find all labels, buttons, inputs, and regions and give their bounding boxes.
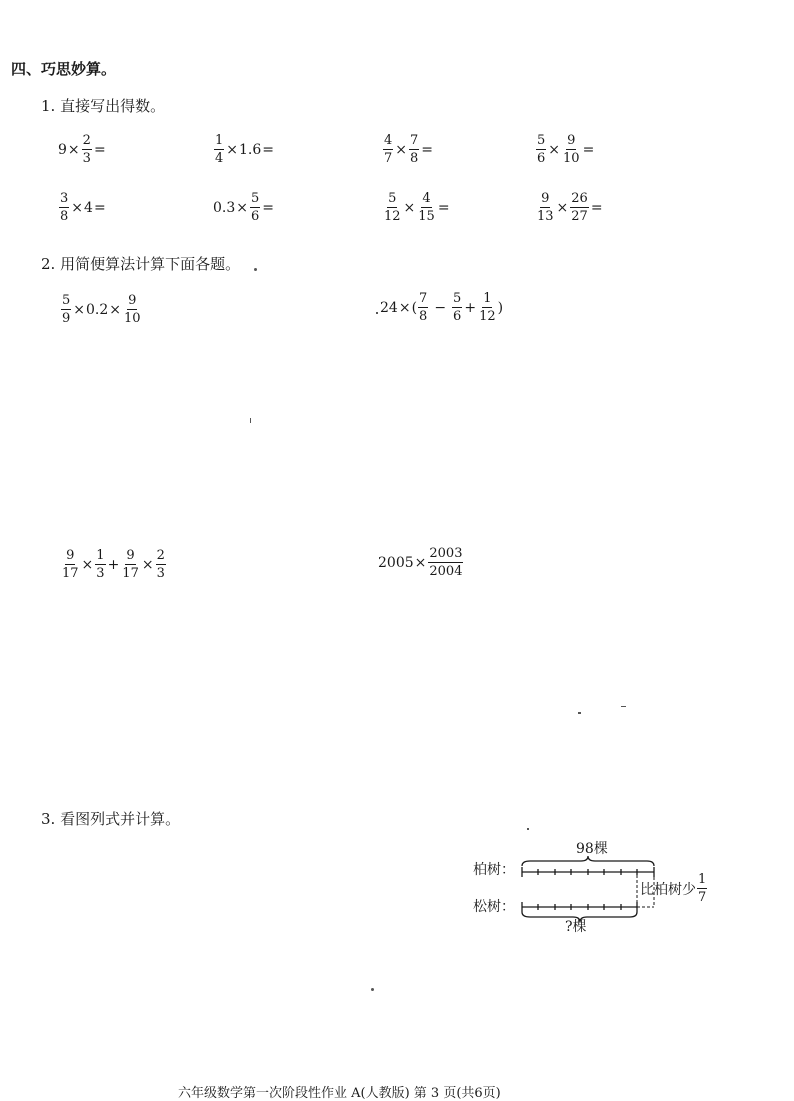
q1-item-8 [535,192,604,223]
fraction: $\frac{1}{7}$ [698,872,707,905]
equals-sign: = [262,141,275,158]
scan-speck [578,712,581,714]
section-title: 四、巧思妙算。 [11,60,117,78]
times-sign: × [109,301,122,318]
q1-title: 1. 直接写出得数。 [41,97,166,115]
equals-sign: = [93,141,106,158]
times-sign: × [236,199,248,216]
scan-speck [250,418,251,423]
scan-speck [254,268,257,271]
times-sign: × [226,141,239,158]
q1-item-7 [382,192,451,223]
q1-item-5 [58,192,107,223]
fraction: $\frac{1}{4}$ [215,133,224,166]
left-paren: ( [411,299,418,316]
number: 1.6 [239,141,262,158]
fraction: $\frac{3}{8}$ [60,191,69,224]
fraction: $\frac{2}{3}$ [156,548,165,581]
times-sign: × [395,141,408,158]
bottom-value-label: ?棵 [565,919,587,935]
right-paren: ) [497,299,504,316]
number: 0.2 [86,301,109,318]
equals-sign: = [590,199,603,216]
fraction: $\frac{9}{17}$ [62,548,79,581]
fraction: $\frac{9}{17}$ [122,548,139,581]
q2-problem-1 [60,294,143,325]
times-sign: × [71,199,84,216]
number: 2005 [378,554,414,571]
equals-sign: = [421,141,434,158]
page-footer: 六年级数学第一次阶段性作业 A(人教版) 第 3 页(共6页) [178,1086,501,1101]
fraction: $\frac{5}{6}$ [251,191,260,224]
times-sign: × [403,199,416,216]
fraction: $\frac{9}{10}$ [124,293,141,326]
fraction: $\frac{2003}{2004}$ [429,546,463,579]
fraction: $\frac{7}{8}$ [419,291,428,324]
q1-item-1 [58,134,107,165]
times-sign: × [556,199,569,216]
q3-title: 3. 看图列式并计算。 [41,810,181,828]
q1-item-4 [535,134,595,165]
q2-title: 2. 用简便算法计算下面各题。 [41,255,241,273]
times-sign: × [414,554,427,571]
times-sign: × [67,141,80,158]
times-sign: × [81,556,94,573]
number: 4 [84,199,93,216]
fraction: $\frac{5}{9}$ [62,293,71,326]
fraction: $\frac{26}{27}$ [571,191,588,224]
fraction: $\frac{9}{10}$ [563,133,580,166]
row1-label: 柏树： [473,862,515,878]
times-sign: × [73,301,86,318]
line-segment-diagram [510,850,670,940]
side-text: 比柏树少 [640,881,696,898]
equals-sign: = [437,199,450,216]
times-sign: × [548,141,561,158]
scan-speck [527,828,529,830]
fraction: $\frac{4}{7}$ [384,133,393,166]
top-value-label: 98棵 [576,841,608,857]
scan-speck [371,988,374,991]
fraction: $\frac{7}{8}$ [410,133,419,166]
fraction: $\frac{4}{15}$ [418,191,435,224]
fraction: $\frac{1}{12}$ [479,291,496,324]
fraction: $\frac{2}{3}$ [82,133,91,166]
q1-item-2 [213,134,275,165]
q1-item-6 [213,192,275,223]
number: 9 [58,141,67,158]
plus-sign: + [464,299,477,316]
equals-sign: = [262,199,275,216]
equals-sign: = [582,141,595,158]
row2-label: 松树： [473,899,515,915]
fraction: $\frac{5}{6}$ [537,133,546,166]
fraction: $\frac{9}{13}$ [537,191,554,224]
scan-speck [621,706,626,707]
times-sign: × [398,299,411,316]
number: 24 [380,299,398,316]
times-sign: × [141,556,154,573]
number: 0.3 [213,199,236,216]
top-brace [522,856,654,866]
fraction: $\frac{5}{6}$ [453,291,462,324]
fraction: $\frac{5}{12}$ [384,191,401,224]
equals-sign: = [93,199,106,216]
q2-problem-2 [380,292,503,323]
bottom-brace [522,912,637,922]
scan-speck [376,312,378,314]
minus-sign: − [434,299,447,316]
fraction: $\frac{1}{3}$ [96,548,105,581]
q1-item-3 [382,134,434,165]
q2-problem-4 [378,547,464,578]
plus-sign: + [107,556,120,573]
q2-problem-3 [60,549,167,580]
